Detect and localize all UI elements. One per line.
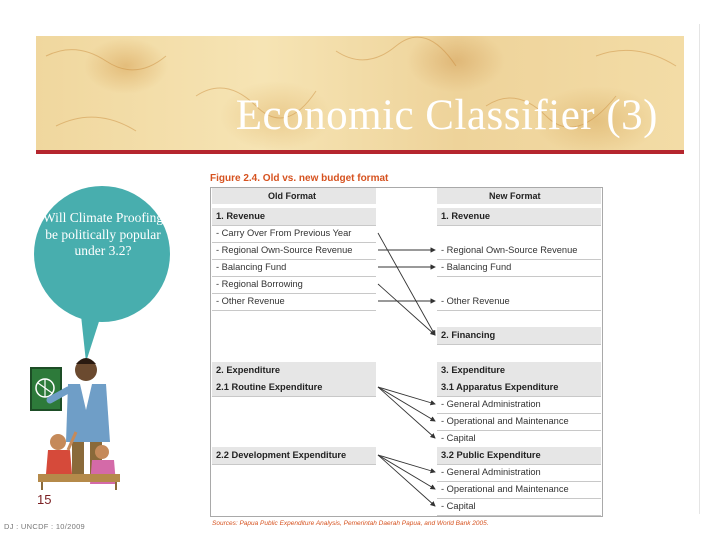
new-row: 1. Revenue — [441, 211, 491, 221]
speech-bubble-text: Will Climate Proofing be politically popular under 3.2? — [42, 210, 164, 258]
old-row: 2. Expenditure — [216, 365, 281, 375]
old-row: - Regional Borrowing — [216, 279, 303, 289]
mapping-arrow — [378, 387, 435, 438]
old-row: - Balancing Fund — [216, 262, 287, 272]
old-row: 2.1 Routine Expenditure — [216, 382, 323, 392]
old-format-header: Old Format — [268, 191, 317, 201]
mapping-arrow — [378, 233, 435, 335]
new-row: 3.1 Apparatus Expenditure — [441, 382, 559, 392]
new-row: - Other Revenue — [441, 296, 510, 306]
new-format-header: New Format — [489, 191, 541, 201]
new-row: - Capital — [441, 501, 476, 511]
new-row: 3. Expenditure — [441, 365, 506, 375]
figure-caption: Figure 2.4. Old vs. new budget format — [210, 173, 389, 184]
new-row: - Operational and Maintenance — [441, 484, 569, 494]
page-number: 15 — [37, 492, 52, 507]
mapping-arrow — [378, 455, 435, 506]
new-row: - Balancing Fund — [441, 262, 512, 272]
new-row: 2. Financing — [441, 330, 496, 340]
new-row: - Operational and Maintenance — [441, 416, 569, 426]
mapping-arrow — [378, 455, 435, 489]
mapping-arrow — [378, 284, 435, 335]
slide-title: Economic Classifier (3) — [235, 92, 658, 139]
mapping-arrow — [378, 455, 435, 472]
new-row: - Capital — [441, 433, 476, 443]
old-row: 2.2 Development Expenditure — [216, 450, 347, 460]
new-row: 3.2 Public Expenditure — [441, 450, 541, 460]
footer-text: DJ : UNCDF : 10/2009 — [4, 522, 86, 531]
figure-source: Sources: Papua Public Expenditure Analysis, Pemerintah Daerah Papua, and World Bank 2005. — [212, 520, 489, 527]
new-row: - General Administration — [441, 467, 541, 477]
new-row: - General Administration — [441, 399, 541, 409]
old-row: - Regional Own-Source Revenue — [216, 245, 353, 255]
old-row: - Other Revenue — [216, 296, 285, 306]
old-row: - Carry Over From Previous Year — [216, 228, 352, 238]
old-row: 1. Revenue — [216, 211, 266, 221]
mapping-arrow — [378, 387, 435, 404]
mapping-arrow — [378, 387, 435, 421]
new-row: - Regional Own-Source Revenue — [441, 245, 578, 255]
